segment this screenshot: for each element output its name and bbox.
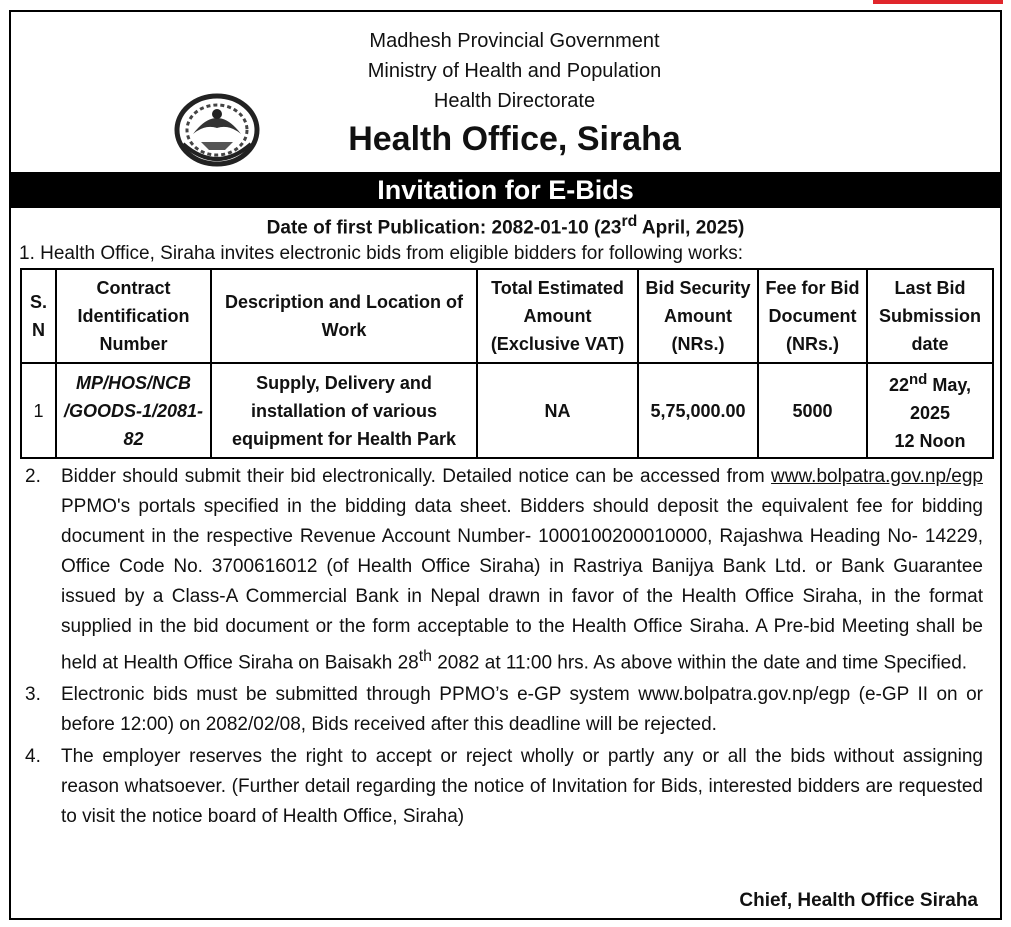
- header-sn: S. N: [21, 269, 56, 363]
- cell-contract: MP/HOS/NCB /GOODS-1/2081-82: [56, 363, 211, 458]
- cell-description: Supply, Delivery and installation of various equipment for Health Park: [211, 363, 477, 458]
- bids-table: [20, 268, 994, 459]
- gov-line-3: Health Directorate: [433, 90, 596, 112]
- header-contract: Contract Identification Number: [56, 269, 211, 363]
- cell-estimated: NA: [477, 363, 638, 458]
- publication-date: [11, 213, 1000, 239]
- header-estimated: Total Estimated Amount (Exclusive VAT): [477, 269, 638, 363]
- cell-last-date: [867, 363, 993, 458]
- item-4-text: The employer reserves the right to accept or reject wholly or partly any or all the bids without assigning reason whatsoever. (Further detail regarding the notice of Invitation for Bids, interested bidders are requested to visit the notice board of Health Office, Siraha): [61, 746, 983, 828]
- date-rest: May, 2025: [909, 375, 972, 423]
- header-fee: Fee for Bid Document (NRs.): [758, 269, 867, 363]
- date-time: 12 Noon: [894, 431, 966, 451]
- header-description: Description and Location of Work: [211, 269, 477, 363]
- header-last-date: Last Bid Submission date: [867, 269, 993, 363]
- notice-items: [19, 462, 983, 834]
- item-2-text-a: Bidder should submit their bid electronically. Detailed notice can be accessed from: [61, 466, 772, 487]
- list-item: [19, 742, 983, 832]
- publication-tail: April, 2025): [637, 217, 745, 239]
- notice-header: [11, 12, 1000, 170]
- publication-sup: rd: [621, 213, 638, 230]
- government-lines: [11, 26, 1000, 116]
- item-3-text: Electronic bids must be submitted through PPMO’s e-GP system www.bolpatra.gov.np/egp (e-GP II on or before 12:00) on 2082/02/08, Bids received after this deadline will be rejected.: [61, 684, 983, 736]
- date-day: 22: [888, 375, 909, 395]
- table-header-row: [21, 269, 993, 363]
- cell-security: 5,75,000.00: [638, 363, 758, 458]
- item-2-sup: th: [418, 648, 432, 665]
- corner-red-strip: [873, 0, 1003, 4]
- item-2-text-c: 2082 at 11:00 hrs. As above within the date and time Specified.: [431, 652, 968, 674]
- notice-frame: [9, 10, 1002, 920]
- publication-label: Date of first Publication: 2082-01-10 (23: [266, 217, 622, 239]
- invitation-intro: 1. Health Office, Siraha invites electronic bids from eligible bidders for following works:: [19, 243, 744, 264]
- table-row: [21, 363, 993, 458]
- item-2-text-b: PPMO's portals specified in the bidding data sheet. Bidders should deposit the equivalent fee for bidding document in the respective Revenue Account Number- 1000100200010000, Rajashwa Heading No- 14229, Office Code No. 3700616012 (of Health Office Siraha) in Rastriya Banijya Bank Ltd. or Bank Guarantee issued by a Class-A Commercial Bank in Nepal drawn in favor of the Health Office Siraha, in the format supplied in the bid document or the form acceptable to the Health Office Siraha. A Pre-bid Meeting shall be held at Health Office Siraha on Baisakh 28: [61, 496, 983, 674]
- item-number: 2.: [25, 466, 41, 487]
- item-number: 4.: [25, 746, 41, 768]
- gov-line-2: Ministry of Health and Population: [367, 60, 662, 82]
- list-item: [19, 462, 983, 678]
- list-item: [19, 680, 983, 740]
- cell-fee: 5000: [758, 363, 867, 458]
- bolpatra-link[interactable]: www.bolpatra.gov.np/egp: [771, 466, 983, 487]
- signature: Chief, Health Office Siraha: [739, 890, 978, 911]
- item-number: 3.: [25, 684, 41, 706]
- date-sup: nd: [909, 371, 928, 388]
- header-security: Bid Security Amount (NRs.): [638, 269, 758, 363]
- invitation-banner: Invitation for E-Bids: [11, 172, 1000, 208]
- office-title: Health Office, Siraha: [348, 120, 681, 158]
- gov-line-1: Madhesh Provincial Government: [369, 30, 660, 52]
- cell-sn: 1: [21, 363, 56, 458]
